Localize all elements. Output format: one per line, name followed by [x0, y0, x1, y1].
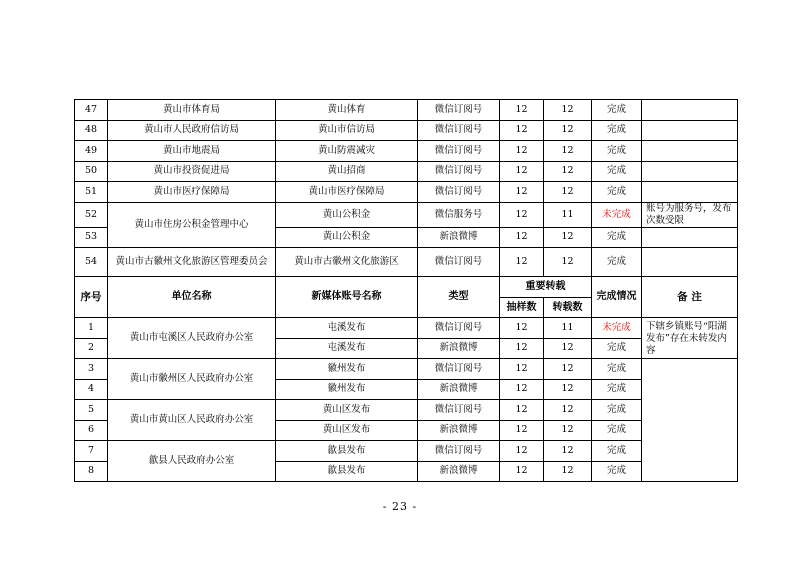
account-name: 黄山招商 — [276, 161, 418, 182]
row-number: 51 — [75, 182, 108, 203]
sample-count: 12 — [500, 202, 544, 227]
account-type: 微信订阅号 — [418, 100, 500, 121]
note-cell — [642, 359, 738, 482]
account-type: 新浪微博 — [418, 227, 500, 248]
table-row — [75, 359, 738, 380]
account-name: 黄山公积金 — [276, 202, 418, 227]
account-type: 新浪微博 — [418, 379, 500, 400]
unit-name: 黄山市人民政府信访局 — [108, 120, 276, 141]
account-type: 微信订阅号 — [418, 400, 500, 421]
account-name: 黄山市医疗保障局 — [276, 182, 418, 203]
account-name: 徽州发布 — [276, 359, 418, 380]
account-name: 屯溪发布 — [276, 338, 418, 359]
account-type: 微信服务号 — [418, 202, 500, 227]
account-type: 微信订阅号 — [418, 248, 500, 277]
completion-status: 完成 — [592, 120, 642, 141]
table-row — [75, 202, 738, 227]
row-number: 54 — [75, 248, 108, 277]
account-type: 新浪微博 — [418, 420, 500, 441]
completion-status: 完成 — [592, 141, 642, 162]
unit-name: 黄山市体育局 — [108, 100, 276, 121]
note-cell: 账号为服务号，发布次数受限 — [642, 202, 738, 227]
account-type: 新浪微博 — [418, 461, 500, 482]
note-cell — [642, 248, 738, 277]
table-header-row — [75, 277, 738, 298]
completion-status: 完成 — [592, 420, 642, 441]
repost-count: 12 — [544, 359, 592, 380]
table-row — [75, 161, 738, 182]
header-note: 备 注 — [642, 277, 738, 318]
header-sample: 抽样数 — [500, 298, 544, 318]
note-cell — [642, 161, 738, 182]
completion-status: 完成 — [592, 461, 642, 482]
sample-count: 12 — [500, 441, 544, 462]
sample-count: 12 — [500, 182, 544, 203]
unit-name: 黄山市医疗保障局 — [108, 182, 276, 203]
repost-count: 12 — [544, 100, 592, 121]
repost-count: 12 — [544, 400, 592, 421]
sample-count: 12 — [500, 400, 544, 421]
sample-count: 12 — [500, 379, 544, 400]
row-number: 8 — [75, 461, 108, 482]
sample-count: 12 — [500, 338, 544, 359]
sample-count: 12 — [500, 420, 544, 441]
completion-status: 完成 — [592, 338, 642, 359]
table-row — [75, 318, 738, 339]
completion-status: 未完成 — [592, 318, 642, 339]
row-number: 49 — [75, 141, 108, 162]
account-type: 新浪微博 — [418, 338, 500, 359]
row-number: 48 — [75, 120, 108, 141]
sample-count: 12 — [500, 318, 544, 339]
table-row — [75, 120, 738, 141]
table-row — [75, 100, 738, 121]
repost-count: 11 — [544, 202, 592, 227]
account-type: 微信订阅号 — [418, 161, 500, 182]
sample-count: 12 — [500, 120, 544, 141]
account-name: 黄山市信访局 — [276, 120, 418, 141]
completion-status: 完成 — [592, 161, 642, 182]
header-type: 类型 — [418, 277, 500, 318]
note-cell — [642, 141, 738, 162]
completion-status: 完成 — [592, 248, 642, 277]
note-cell — [642, 100, 738, 121]
account-name: 歙县发布 — [276, 461, 418, 482]
unit-name: 黄山市地震局 — [108, 141, 276, 162]
table-row — [75, 441, 738, 462]
completion-status: 完成 — [592, 182, 642, 203]
completion-status: 完成 — [592, 441, 642, 462]
repost-count: 12 — [544, 420, 592, 441]
account-name: 屯溪发布 — [276, 318, 418, 339]
unit-name: 黄山市屯溪区人民政府办公室 — [108, 318, 276, 359]
account-name: 徽州发布 — [276, 379, 418, 400]
table-row — [75, 141, 738, 162]
table-row — [75, 400, 738, 421]
account-name: 黄山防震减灾 — [276, 141, 418, 162]
repost-count: 12 — [544, 379, 592, 400]
account-type: 微信订阅号 — [418, 441, 500, 462]
repost-count: 12 — [544, 161, 592, 182]
row-number: 4 — [75, 379, 108, 400]
repost-count: 12 — [544, 338, 592, 359]
table-row — [75, 182, 738, 203]
sample-count: 12 — [500, 141, 544, 162]
row-number: 1 — [75, 318, 108, 339]
account-type: 微信订阅号 — [418, 359, 500, 380]
repost-count: 12 — [544, 461, 592, 482]
unit-name: 黄山市古徽州文化旅游区管理委员会 — [108, 248, 276, 277]
header-no: 序号 — [75, 277, 108, 318]
unit-name: 歙县人民政府办公室 — [108, 441, 276, 482]
completion-status: 完成 — [592, 100, 642, 121]
row-number: 52 — [75, 202, 108, 227]
account-name: 黄山市古徽州文化旅游区 — [276, 248, 418, 277]
repost-count: 11 — [544, 318, 592, 339]
header-account: 新媒体账号名称 — [276, 277, 418, 318]
repost-count: 12 — [544, 227, 592, 248]
sample-count: 12 — [500, 227, 544, 248]
account-type: 微信订阅号 — [418, 120, 500, 141]
account-type: 微信订阅号 — [418, 141, 500, 162]
repost-count: 12 — [544, 441, 592, 462]
page-number: - 23 - — [382, 500, 418, 513]
row-number: 2 — [75, 338, 108, 359]
header-important-reposts: 重要转载 — [500, 277, 592, 298]
completion-status: 完成 — [592, 359, 642, 380]
completion-status: 未完成 — [592, 202, 642, 227]
sample-count: 12 — [500, 248, 544, 277]
account-name: 黄山体育 — [276, 100, 418, 121]
unit-name: 黄山市黄山区人民政府办公室 — [108, 400, 276, 441]
account-type: 微信订阅号 — [418, 318, 500, 339]
account-name: 歙县发布 — [276, 441, 418, 462]
repost-count: 12 — [544, 248, 592, 277]
unit-name: 黄山市住房公积金管理中心 — [108, 202, 276, 248]
report-table — [74, 99, 738, 482]
header-unit: 单位名称 — [108, 277, 276, 318]
unit-name: 黄山市徽州区人民政府办公室 — [108, 359, 276, 400]
table-row — [75, 248, 738, 277]
repost-count: 12 — [544, 120, 592, 141]
completion-status: 完成 — [592, 227, 642, 248]
row-number: 3 — [75, 359, 108, 380]
completion-status: 完成 — [592, 379, 642, 400]
account-name: 黄山区发布 — [276, 420, 418, 441]
note-cell — [642, 120, 738, 141]
row-number: 7 — [75, 441, 108, 462]
header-reposts: 转载数 — [544, 298, 592, 318]
repost-count: 12 — [544, 141, 592, 162]
note-cell: 下辖乡镇账号“阳湖发布”存在未转发内容 — [642, 318, 738, 359]
sample-count: 12 — [500, 359, 544, 380]
note-cell — [642, 182, 738, 203]
note-cell — [642, 227, 738, 248]
sample-count: 12 — [500, 161, 544, 182]
account-name: 黄山公积金 — [276, 227, 418, 248]
row-number: 47 — [75, 100, 108, 121]
repost-count: 12 — [544, 182, 592, 203]
header-status: 完成情况 — [592, 277, 642, 318]
unit-name: 黄山市投资促进局 — [108, 161, 276, 182]
completion-status: 完成 — [592, 400, 642, 421]
account-name: 黄山区发布 — [276, 400, 418, 421]
row-number: 5 — [75, 400, 108, 421]
account-type: 微信订阅号 — [418, 182, 500, 203]
sample-count: 12 — [500, 461, 544, 482]
sample-count: 12 — [500, 100, 544, 121]
row-number: 6 — [75, 420, 108, 441]
row-number: 50 — [75, 161, 108, 182]
row-number: 53 — [75, 227, 108, 248]
